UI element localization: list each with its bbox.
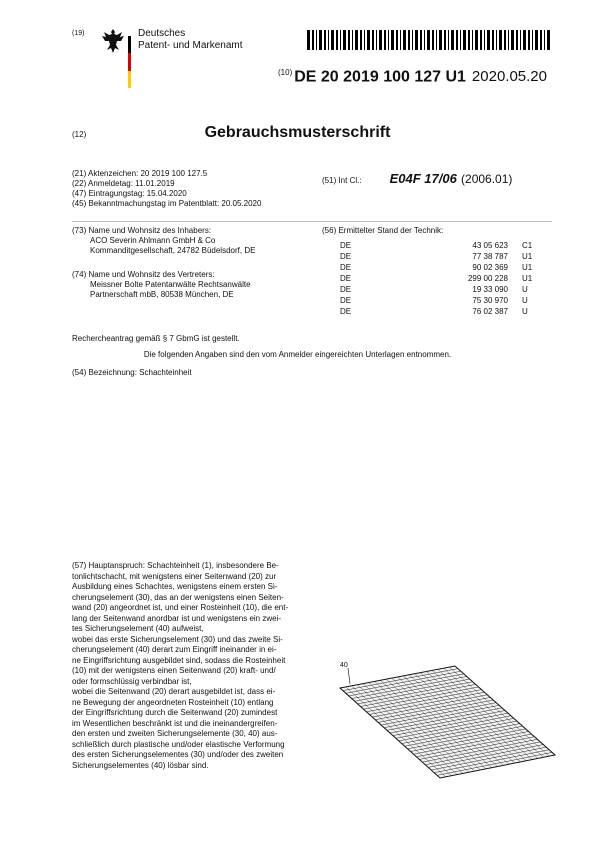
grate-drawing (330, 660, 560, 780)
utility-model-title: (54) Bezeichnung: Schachteinheit (72, 368, 192, 377)
cite-number: 19 33 090 (472, 285, 508, 294)
office-line-1: Deutsches (138, 28, 186, 39)
publication-date: 2020.05.20 (471, 68, 547, 86)
cite-number: 75 30 970 (472, 296, 508, 305)
claim-line: wobei das erste Sicherungselement (30) und das zweite Si- (72, 634, 283, 644)
inid-19: (19) (72, 30, 85, 37)
claim-line: wand (20) angeordnet ist, und einer Rosteinheit (10), die ent- (72, 603, 289, 612)
cite-kind: C1 (522, 241, 533, 250)
table-row (340, 295, 532, 306)
flag-stripe-red (128, 53, 131, 70)
cite-number: 77 38 787 (472, 252, 508, 261)
table-row (340, 251, 532, 262)
owner-block (72, 226, 255, 256)
office-name (138, 28, 243, 52)
application-number: (21) Aktenzeichen: 20 2019 100 127.5 (72, 169, 208, 178)
agent-line-1: Meissner Bolte Patentanwälte Rechtsanwälte (90, 280, 251, 289)
agent-line-2: Partnerschaft mbB, 80538 München, DE (90, 290, 234, 299)
registration-date: (47) Eintragungstag: 15.04.2020 (72, 189, 187, 198)
cite-kind: U (522, 285, 528, 294)
claim-line: im Wesentlichen beschränkt ist und die ineinandergreifen- (72, 718, 278, 728)
prior-art-table (340, 240, 532, 317)
cite-kind: U1 (522, 274, 533, 283)
flag-stripe-gold (128, 71, 131, 88)
claim-line: cherungselement (40) derart zum Eingriff ineinander in ei- (72, 645, 277, 654)
ipc-classification (322, 171, 512, 186)
main-claim (72, 561, 312, 771)
cite-number: 76 02 387 (472, 307, 508, 316)
cite-number: 299 00 228 (467, 274, 508, 283)
document-kind-title: Gebrauchsmusterschrift (204, 124, 391, 141)
cite-number: 43 05 623 (472, 241, 508, 250)
announcement-date: (45) Bekanntmachungstag im Patentblatt: 20.05.2020 (72, 199, 262, 208)
office-line-2: Patent- und Markenamt (138, 40, 243, 51)
federal-eagle-icon (98, 26, 128, 56)
claim-line: (57) Hauptanspruch: Schachteinheit (1), insbesondere Be- (72, 561, 279, 570)
cite-country: DE (340, 241, 352, 250)
prior-art-label: (56) Ermittelter Stand der Technik: (322, 226, 444, 235)
cite-number: 90 02 369 (472, 263, 508, 272)
barcode (307, 30, 551, 50)
table-row (340, 262, 532, 273)
agent-label: (74) Name und Wohnsitz des Vertreters: (72, 270, 215, 279)
table-row (340, 284, 532, 295)
claim-line: schließlich durch plastische und/oder elastische Verformung (72, 739, 285, 749)
owner-line-1: ACO Severin Ahlmann GmbH & Co (90, 236, 216, 245)
claim-line: cherungselement (30), das an der wenigstens einen Seiten- (72, 592, 284, 602)
cite-kind: U (522, 307, 528, 316)
filing-date: (22) Anmeldetag: 11.01.2019 (72, 179, 175, 188)
claim-line: ne Bewegung der angeordneten Rosteinheit (10) entlang (72, 697, 274, 707)
cite-country: DE (340, 285, 352, 294)
claim-line: der Eingriffsrichtung durch die Seitenwand (20) zumindest (72, 708, 278, 717)
applicant-disclaimer: Die folgenden Angaben sind den vom Anmelder eingereichten Unterlagen entnommen. (143, 350, 452, 359)
claim-line: des ersten Sicherungselementes (30) und/oder des zweiten (72, 750, 284, 759)
claim-line: oder formschlüssig verbindbar ist, (72, 676, 192, 686)
cite-country: DE (340, 252, 352, 261)
claim-line: lang der Seitenwand anordbar ist und wenigstens ein zwei- (72, 613, 282, 623)
table-row (340, 306, 532, 317)
publication-number: DE 20 2019 100 127 U1 (294, 68, 466, 86)
table-row (340, 273, 532, 284)
flag-stripe-black (128, 36, 131, 53)
owner-label: (73) Name und Wohnsitz des Inhabers: (72, 226, 212, 235)
cite-country: DE (340, 274, 352, 283)
publication-line (278, 68, 547, 86)
inid-10: (10) (278, 68, 293, 77)
ipc-code: E04F 17/06 (389, 171, 457, 186)
claim-line: tes Sicherungselement (40) aufweist, (72, 624, 204, 633)
claim-line: ne Eingriffsrichtung ausgebildet sind, sodass die Rosteinheit (72, 655, 286, 665)
claim-line: (10) mit der wenigstens einen Seitenwand (20) kraft- und/ (72, 666, 276, 675)
cite-kind: U1 (522, 252, 533, 261)
figure-reference-label: 40 (340, 662, 348, 669)
cite-country: DE (340, 296, 352, 305)
cite-kind: U1 (522, 263, 533, 272)
owner-line-2: Kommanditgesellschaft, 24782 Büdelsdorf, DE (90, 246, 256, 255)
ipc-label: (51) Int Cl.: (322, 176, 362, 185)
claim-line: tonlichtschacht, mit wenigstens einer Seitenwand (20) zur (72, 571, 277, 581)
table-row (340, 240, 532, 251)
search-request-note: Rechercheantrag gemäß § 7 GbmG ist gestellt. (72, 334, 240, 343)
bibliographic-data (72, 169, 261, 209)
agent-block (72, 270, 251, 300)
claim-line: Sicherungselementes (40) lösbar sind. (72, 760, 209, 770)
inid-12: (12) (72, 130, 87, 139)
cite-country: DE (340, 263, 352, 272)
cite-kind: U (522, 296, 528, 305)
flag-bar (128, 36, 131, 88)
claim-line: wobei die Seitenwand (20) derart ausgebildet ist, dass ei- (72, 687, 276, 696)
claim-line: den ersten und zweiten Sicherungselemente (30, 40) aus- (72, 729, 278, 738)
ipc-version: (2006.01) (461, 172, 513, 186)
claim-line: Ausbildung eines Schachtes, wenigstens einem ersten Si- (72, 582, 278, 591)
section-divider (72, 221, 552, 222)
cite-country: DE (340, 307, 352, 316)
